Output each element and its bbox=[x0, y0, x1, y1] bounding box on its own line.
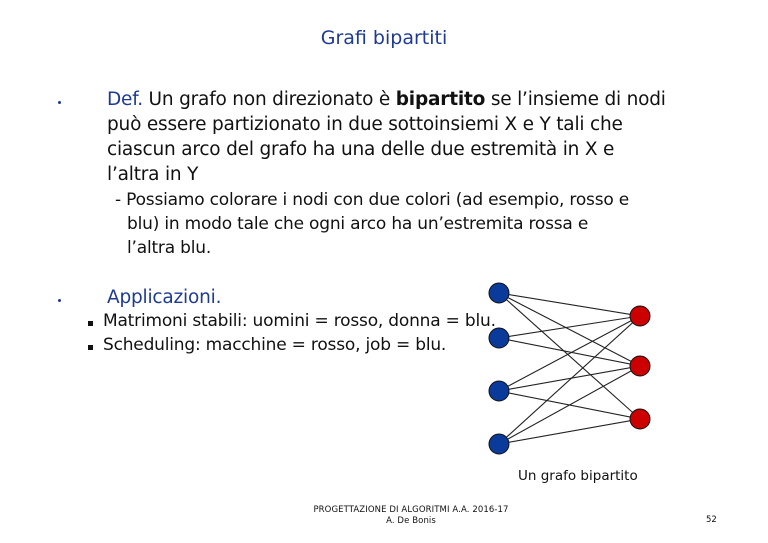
red-node bbox=[630, 306, 650, 326]
graph-edge bbox=[499, 419, 640, 444]
definition-line-2: può essere partizionato in due sottoinsiemi X e Y tali che bbox=[107, 114, 623, 135]
graph-edges bbox=[499, 293, 640, 444]
blue-node bbox=[489, 328, 509, 348]
red-node bbox=[630, 409, 650, 429]
bipartito-term: bipartito bbox=[395, 89, 486, 110]
definition-sub-line-3: l’altra blu. bbox=[127, 238, 212, 258]
graph-edge bbox=[499, 293, 640, 419]
blue-node bbox=[489, 381, 509, 401]
footer-author: A. De Bonis bbox=[386, 516, 436, 526]
graph-edge bbox=[499, 338, 640, 366]
applications-label: Applicazioni. bbox=[107, 287, 222, 308]
footer bbox=[306, 505, 516, 527]
blue-node bbox=[489, 434, 509, 454]
definition-line-4: l’altra in Y bbox=[107, 164, 199, 185]
blue-node bbox=[489, 283, 509, 303]
graph-edge bbox=[499, 366, 640, 444]
definition-line-3: ciascun arco del grafo ha una delle due estremità in X e bbox=[107, 139, 615, 160]
red-node bbox=[630, 356, 650, 376]
graph-edge bbox=[499, 366, 640, 391]
slide-title: Grafi bipartiti bbox=[320, 27, 448, 49]
definition-sub-line-1: - Possiamo colorare i nodi con due colori (ad esempio, rosso e bbox=[115, 190, 630, 210]
definition-sub-line-2: blu) in modo tale che ogni arco ha un’estremita rossa e bbox=[127, 214, 589, 234]
definition-text: Un grafo non direzionato è bbox=[142, 89, 396, 110]
footer-course: PROGETTAZIONE DI ALGORITMI A.A. 2016-17 bbox=[313, 505, 509, 515]
figure-caption: Un grafo bipartito bbox=[518, 468, 638, 484]
definition-label: Def. bbox=[107, 89, 143, 110]
application-item: Scheduling: macchine = rosso, job = blu. bbox=[103, 335, 447, 355]
application-item: Matrimoni stabili: uomini = rosso, donna = blu. bbox=[103, 311, 496, 331]
definition-text: se l’insieme di nodi bbox=[485, 89, 666, 110]
page-number: 52 bbox=[706, 515, 717, 525]
